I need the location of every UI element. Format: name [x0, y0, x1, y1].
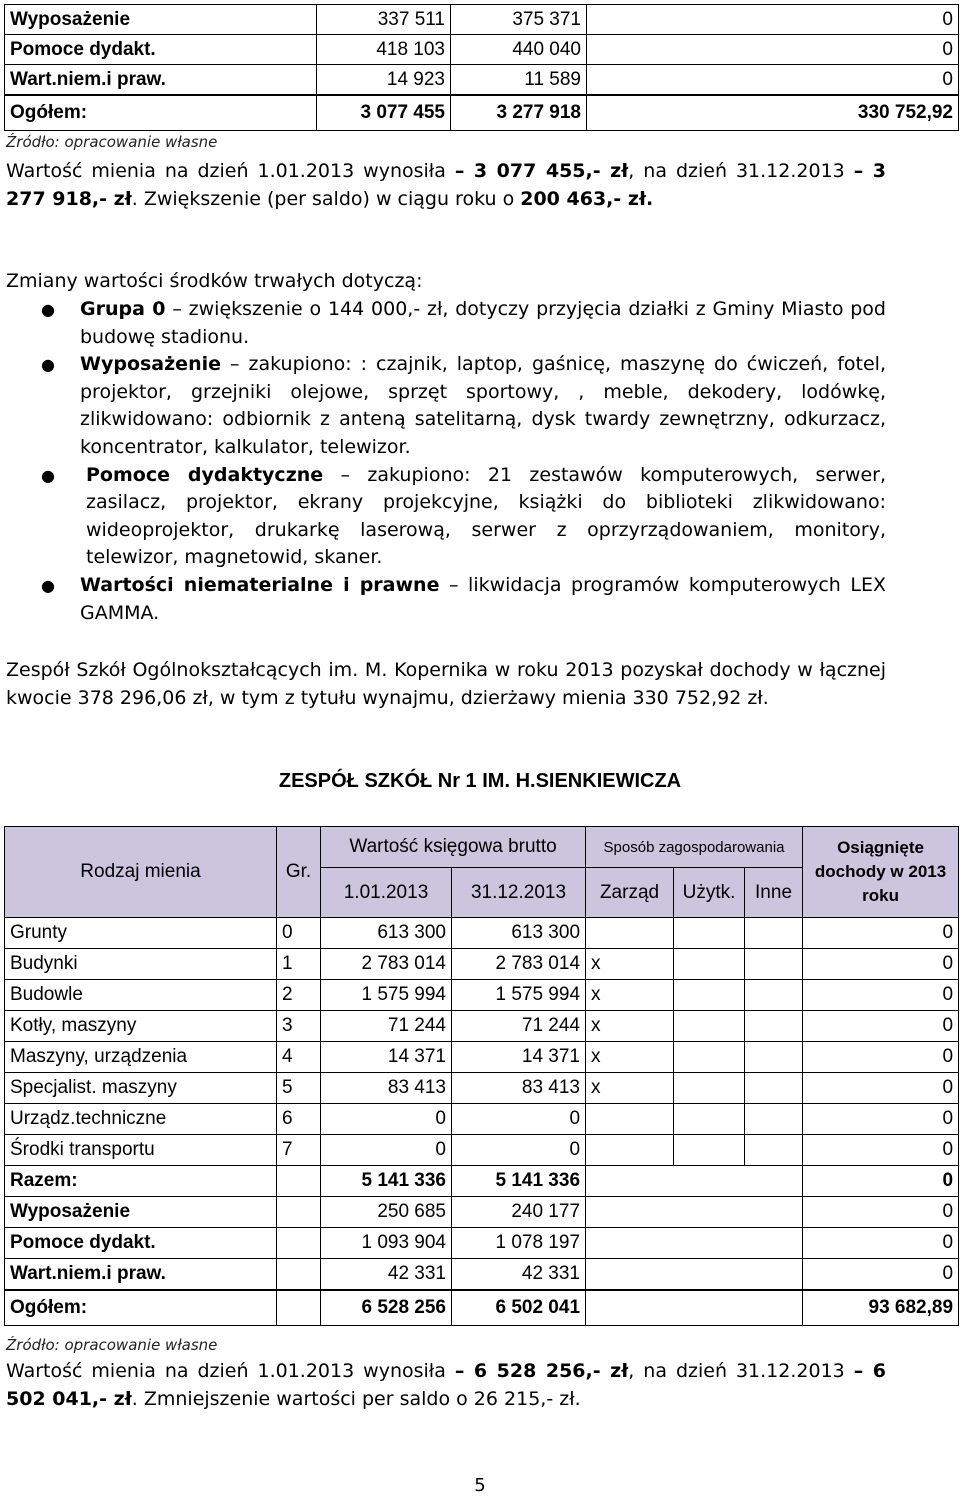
total-end: 6 502 041: [452, 1290, 586, 1326]
value-2013-12: 11 589: [451, 65, 587, 96]
value-start: 0: [321, 1135, 452, 1166]
table-header-row: [5, 827, 959, 868]
value-end: 1 575 994: [452, 980, 586, 1011]
text-fragment: Wartość mienia na dzień 1.01.2013 wynosiła: [6, 1360, 455, 1382]
header-income: Osiągnięte dochody w 2013 roku: [803, 827, 959, 918]
value-start: 1 575 994: [321, 980, 452, 1011]
total-row: [5, 1290, 959, 1326]
value-start: 250 685: [321, 1197, 452, 1228]
value-end: 0: [452, 1104, 586, 1135]
bullet-icon: ●: [41, 465, 55, 485]
income-value: 0: [587, 35, 959, 65]
header-date-start: 1.01.2013: [321, 868, 452, 918]
total-label: Ogółem:: [5, 1290, 277, 1326]
value-start: 83 413: [321, 1073, 452, 1104]
table-row: [5, 1104, 959, 1135]
value-2013-01: 14 923: [317, 65, 451, 96]
page-number: 5: [474, 1475, 486, 1496]
value-end: – 3 277 918,- zł: [6, 160, 887, 210]
other-mark: [745, 1042, 803, 1073]
list-item: [6, 462, 886, 572]
manager-mark: x: [586, 949, 674, 980]
total-start: 6 528 256: [321, 1290, 452, 1326]
text-fragment: , na dzień 31.12.2013: [628, 1360, 854, 1382]
management-empty: [586, 1259, 803, 1291]
bullet-text: – zakupiono: : czajnik, laptop, gaśnicę, maszynę do ćwiczeń, fotel, projektor, grzejniki olejowe, sprzęt sportowy, , meble, dekodery, lodówkę, zlikwidowano: odbiornik z anteną satelitarną, dysk twardy zewnętrzny, odkurzacz, koncentrator, kalkulator, telewizor.: [80, 353, 886, 458]
subtotal-end: 5 141 336: [452, 1166, 586, 1197]
value-end: 2 783 014: [452, 949, 586, 980]
row-group: 2: [277, 980, 321, 1011]
income-value: 0: [803, 1011, 959, 1042]
list-item: [6, 572, 886, 627]
row-label: Grunty: [5, 918, 277, 949]
manager-mark: [586, 1135, 674, 1166]
bullet-icon: ●: [41, 300, 55, 319]
row-group: 5: [277, 1073, 321, 1104]
row-group: 4: [277, 1042, 321, 1073]
table-row: [5, 1042, 959, 1073]
header-group: Gr.: [277, 827, 321, 918]
income-value: 0: [803, 1228, 959, 1259]
manager-mark: x: [586, 1011, 674, 1042]
header-other: Inne: [745, 868, 803, 918]
changes-list: [6, 296, 886, 627]
value-start: 613 300: [321, 918, 452, 949]
assets-table-top: [4, 4, 959, 131]
income-value: 0: [803, 1042, 959, 1073]
list-item: [6, 296, 886, 351]
row-group: [277, 1290, 321, 1326]
row-label: Wyposażenie: [5, 5, 317, 35]
asset-value-paragraph-2: [6, 1358, 886, 1413]
value-start: – 3 077 455,- zł: [454, 160, 629, 182]
management-empty: [586, 1197, 803, 1228]
subtotal-income: 0: [803, 1166, 959, 1197]
table-row: [5, 949, 959, 980]
bullet-title: Wyposażenie: [80, 353, 221, 376]
text-fragment: . Zwiększenie (per saldo) w ciągu roku o: [131, 187, 521, 210]
management-empty: [586, 1166, 803, 1197]
value-start: 2 783 014: [321, 949, 452, 980]
other-mark: [745, 1011, 803, 1042]
row-label: Wart.niem.i praw.: [5, 1259, 277, 1291]
table-row: [5, 1228, 959, 1259]
management-empty: [586, 1228, 803, 1259]
row-label: Wyposażenie: [5, 1197, 277, 1228]
value-start: 14 371: [321, 1042, 452, 1073]
manager-mark: x: [586, 980, 674, 1011]
row-label: Wart.niem.i praw.: [5, 65, 317, 96]
table-source-note: Źródło: opracowanie własne: [6, 133, 218, 151]
bullet-icon: ●: [41, 355, 55, 375]
income-value: 0: [803, 1104, 959, 1135]
asset-value-paragraph: [6, 158, 886, 213]
value-2013-01: 337 511: [317, 5, 451, 35]
use-mark: [674, 1073, 745, 1104]
row-group: 1: [277, 949, 321, 980]
total-2013-12: 3 277 918: [451, 95, 587, 131]
subtotal-label: Razem:: [5, 1166, 277, 1197]
total-2013-01: 3 077 455: [317, 95, 451, 131]
row-group: 3: [277, 1011, 321, 1042]
value-start: 0: [321, 1104, 452, 1135]
row-label: Pomoce dydakt.: [5, 1228, 277, 1259]
management-empty: [586, 1290, 803, 1326]
table-row: [5, 5, 959, 35]
table-row: [5, 1073, 959, 1104]
use-mark: [674, 1011, 745, 1042]
bullet-title: Pomoce dydaktyczne: [86, 463, 324, 486]
income-value: 0: [803, 1259, 959, 1291]
value-start: 71 244: [321, 1011, 452, 1042]
row-label: Urządz.techniczne: [5, 1104, 277, 1135]
income-value: 0: [803, 1135, 959, 1166]
value-2013-12: 375 371: [451, 5, 587, 35]
row-label: Kotły, maszyny: [5, 1011, 277, 1042]
other-mark: [745, 1135, 803, 1166]
manager-mark: [586, 918, 674, 949]
row-group: [277, 1259, 321, 1291]
subtotal-row: [5, 1166, 959, 1197]
income-paragraph: Zespół Szkół Ogólnokształcących im. M. Kopernika w roku 2013 pozyskał dochody w łącznej kwocie 378 296,06 zł, w tym z tytułu wynajmu, dzierżawy mienia 330 752,92 zł.: [6, 659, 886, 709]
table-row: [5, 35, 959, 65]
other-mark: [745, 1104, 803, 1135]
bullet-title: Grupa 0: [80, 298, 166, 320]
income-value: 0: [587, 5, 959, 35]
use-mark: [674, 949, 745, 980]
row-label: Środki transportu: [5, 1135, 277, 1166]
use-mark: [674, 980, 745, 1011]
text-fragment: Wartość mienia na dzień 1.01.2013 wynosiła: [6, 160, 455, 182]
row-group: [277, 1166, 321, 1197]
row-group: 6: [277, 1104, 321, 1135]
row-group: 0: [277, 918, 321, 949]
table-row: [5, 918, 959, 949]
row-group: [277, 1197, 321, 1228]
income-value: 0: [803, 918, 959, 949]
table-row: [5, 65, 959, 96]
value-end: 1 078 197: [452, 1228, 586, 1259]
bullet-text: – zwiększenie o 144 000,- zł, dotyczy przyjęcia działki z Gminy Miasto pod budowę stadionu.: [80, 298, 886, 348]
value-2013-01: 418 103: [317, 35, 451, 65]
total-income: 330 752,92: [587, 95, 959, 131]
value-start: 1 093 904: [321, 1228, 452, 1259]
value-end: 0: [452, 1135, 586, 1166]
row-label: Pomoce dydakt.: [5, 35, 317, 65]
income-value: 0: [803, 1197, 959, 1228]
section-heading: ZESPÓŁ SZKÓŁ Nr 1 IM. H.SIENKIEWICZA: [278, 770, 682, 792]
value-end: 14 371: [452, 1042, 586, 1073]
table-row: [5, 1197, 959, 1228]
value-end: – 6 502 041,- zł: [6, 1360, 887, 1410]
header-manager: Zarząd: [586, 868, 674, 918]
text-fragment: , na dzień 31.12.2013: [628, 160, 854, 182]
total-income: 93 682,89: [803, 1290, 959, 1326]
header-use: Użytk.: [674, 868, 745, 918]
use-mark: [674, 1135, 745, 1166]
table-row: [5, 980, 959, 1011]
assets-table-sienkiewicz: [4, 826, 959, 1326]
row-label: Maszyny, urządzenia: [5, 1042, 277, 1073]
text-fragment: . Zmniejszenie wartości per saldo o 26 215,- zł.: [131, 1387, 581, 1410]
row-label: Budowle: [5, 980, 277, 1011]
manager-mark: [586, 1104, 674, 1135]
other-mark: [745, 949, 803, 980]
value-start: – 6 528 256,- zł: [454, 1360, 629, 1382]
use-mark: [674, 918, 745, 949]
list-item: [6, 351, 886, 461]
value-end: 71 244: [452, 1011, 586, 1042]
subtotal-start: 5 141 336: [321, 1166, 452, 1197]
bullet-text: – likwidacja programów komputerowych LEX GAMMA.: [80, 573, 887, 624]
manager-mark: x: [586, 1073, 674, 1104]
row-label: Specjalist. maszyny: [5, 1073, 277, 1104]
use-mark: [674, 1042, 745, 1073]
income-value: 0: [587, 65, 959, 96]
other-mark: [745, 1073, 803, 1104]
table-source-note: Źródło: opracowanie własne: [6, 1336, 218, 1354]
bullet-icon: ●: [41, 575, 55, 595]
row-group: 7: [277, 1135, 321, 1166]
bullet-text: – zakupiono: 21 zestawów komputerowych, serwer, zasilacz, projektor, ekrany projekcyjne, książki do biblioteki zlikwidowano: wideoprojektor, drukarkę laserową, serwer z oprzyrządowaniem, monitory, telewizor, magnetowid, skaner.: [86, 463, 887, 569]
row-label: Budynki: [5, 949, 277, 980]
value-end: 613 300: [452, 918, 586, 949]
income-value: 0: [803, 1073, 959, 1104]
value-2013-12: 440 040: [451, 35, 587, 65]
value-end: 83 413: [452, 1073, 586, 1104]
income-value: 0: [803, 949, 959, 980]
value-end: 240 177: [452, 1197, 586, 1228]
total-row: [5, 95, 959, 131]
changes-intro: Zmiany wartości środków trwałych dotyczą:: [6, 270, 423, 292]
value-end: 42 331: [452, 1259, 586, 1291]
header-management: Sposób zagospodarowania: [586, 827, 803, 868]
header-kind: Rodzaj mienia: [5, 827, 277, 918]
manager-mark: x: [586, 1042, 674, 1073]
use-mark: [674, 1104, 745, 1135]
bullet-title: Wartości niematerialne i prawne: [80, 573, 440, 596]
table-row: [5, 1259, 959, 1291]
value-start: 42 331: [321, 1259, 452, 1291]
income-value: 0: [803, 980, 959, 1011]
other-mark: [745, 980, 803, 1011]
other-mark: [745, 918, 803, 949]
row-group: [277, 1228, 321, 1259]
header-date-end: 31.12.2013: [452, 868, 586, 918]
table-row: [5, 1135, 959, 1166]
value-change: 200 463,- zł.: [520, 187, 654, 210]
table-row: [5, 1011, 959, 1042]
total-label: Ogółem:: [5, 95, 317, 131]
header-book-value: Wartość księgowa brutto: [321, 827, 586, 868]
